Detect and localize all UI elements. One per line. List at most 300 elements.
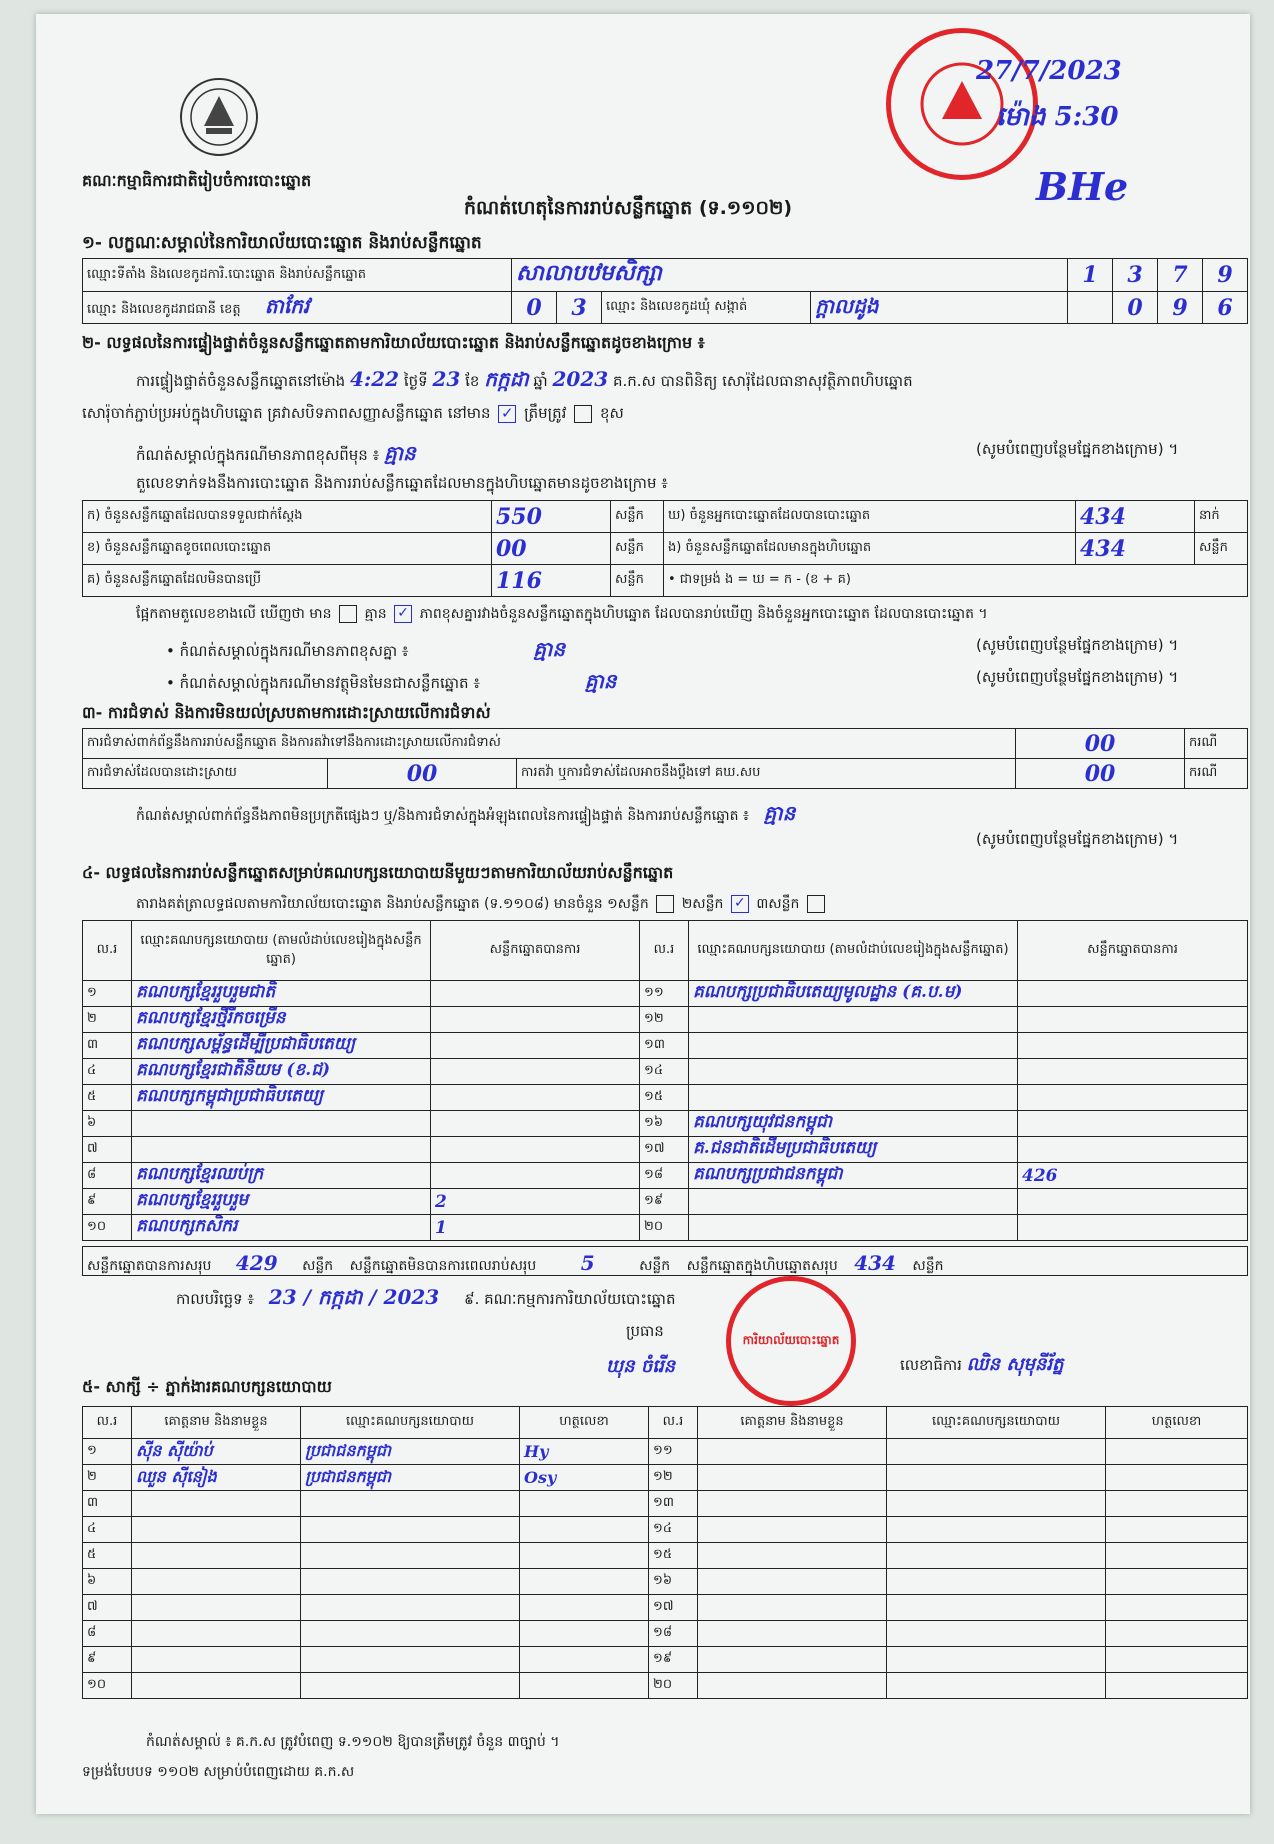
party-name: គណបក្សខ្មែររួបរួមជាតិ [132, 981, 431, 1007]
witness-no: ១៥ [649, 1543, 698, 1569]
witness-signature [520, 1569, 649, 1595]
witness-signature [1106, 1491, 1248, 1517]
witness-party [887, 1569, 1106, 1595]
witness-signature [520, 1491, 649, 1517]
witness-party [887, 1595, 1106, 1621]
witness-party [301, 1621, 520, 1647]
chair-label: ប្រធាន [626, 1322, 664, 1340]
commune-label: ឈ្មោះ និងលេខកូដឃុំ សង្កាត់ [602, 292, 811, 324]
row-no: ៦ [83, 1111, 132, 1137]
witness-no: ១០ [83, 1673, 132, 1699]
row-no: ១៩ [640, 1189, 689, 1215]
party-votes: 426 [1018, 1163, 1248, 1189]
witness-no: ៧ [83, 1595, 132, 1621]
party-name [689, 1059, 1018, 1085]
party-name [689, 1007, 1018, 1033]
party-votes [1018, 1111, 1248, 1137]
witness-name [132, 1595, 301, 1621]
correct-checkbox[interactable]: ✓ [498, 405, 516, 423]
commune-value: ក្ដាលដូង [811, 292, 1068, 324]
witness-name [698, 1621, 887, 1647]
witness-party [301, 1543, 520, 1569]
witness-no: ៩ [83, 1647, 132, 1673]
ballots-in-box-label: ង) ចំនួនសន្លឹកឆ្នោតដែលមានក្នុងហិបឆ្នោត [664, 533, 1076, 565]
difference-note [136, 440, 416, 470]
bullet-discrepancy-value: គ្មាន [533, 637, 566, 661]
footnote: កំណត់សម្គាល់ ៖ គ.ក.ស ត្រូវបំពេញ ទ.១១០២ ឱ្យបានត្រឹមត្រូវ ចំនួន ៣ច្បាប់ ។ [146, 1734, 560, 1750]
witness-signature [1106, 1621, 1248, 1647]
form-sheet [36, 14, 1250, 1814]
table-row [83, 1111, 1248, 1137]
fill-note-2: (សូមបំពេញបន្ថែមផ្នែកខាងក្រោម) ។ [976, 636, 1179, 654]
party-votes: 1 [431, 1215, 640, 1241]
row-no: ៨ [83, 1163, 132, 1189]
witness-signature [520, 1517, 649, 1543]
w-col-no: ល.រ [83, 1407, 132, 1439]
row-no: ១១ [640, 981, 689, 1007]
table-row [83, 1595, 1248, 1621]
w-col-sign: ហត្ថលេខា [520, 1407, 649, 1439]
party-name: គណបក្សខ្មែរថ្មីរីកចម្រើន [132, 1007, 431, 1033]
party-rows [83, 981, 1248, 1241]
witness-name [132, 1647, 301, 1673]
received-label: ក) ចំនួនសន្លឹកឆ្នោតដែលបានទទួលជាក់ស្ដែង [83, 501, 492, 533]
party-votes: 2 [431, 1189, 640, 1215]
table-row [83, 1517, 1248, 1543]
witness-party [301, 1647, 520, 1673]
witness-party [887, 1465, 1106, 1491]
commune-code-digit: 0 [1113, 292, 1158, 324]
party-name: គណបក្សកម្ពុជាប្រជាធិបតេយ្យ [132, 1085, 431, 1111]
witness-name [132, 1569, 301, 1595]
party-name [132, 1111, 431, 1137]
witness-party [301, 1595, 520, 1621]
no-discrepancy-label: គ្មាន [364, 606, 387, 622]
commune-code-blank [1068, 292, 1113, 324]
col-no-2: ល.រ [640, 921, 689, 981]
commune-code-digit: 6 [1203, 292, 1248, 324]
verification-text: ការផ្ទៀងផ្ទាត់ចំនួនសន្លឹកឆ្នោតនៅម៉ោង [136, 372, 346, 390]
row-no: ១៦ [640, 1111, 689, 1137]
witness-signature: Hy [520, 1439, 649, 1465]
witness-name: ឈួន ស៊ីនៀង [132, 1465, 301, 1491]
party-name [689, 1033, 1018, 1059]
witness-signature [1106, 1517, 1248, 1543]
witness-no: ៦ [83, 1569, 132, 1595]
section5-title: ៥- សាក្សី ÷ ភ្នាក់ងារគណបក្សនយោបាយ [82, 1377, 332, 1396]
witness-no: ១១ [649, 1439, 698, 1465]
secretary-line [900, 1352, 1063, 1379]
witness-no: ១៦ [649, 1569, 698, 1595]
fill-note-3: (សូមបំពេញបន្ថែមផ្នែកខាងក្រោម) ។ [976, 668, 1179, 686]
date-line [176, 1284, 675, 1314]
witness-party [301, 1569, 520, 1595]
witness-name [698, 1673, 887, 1699]
office-stamp-text: ការិយាល័យបោះឆ្នោត [742, 1333, 840, 1347]
chair-name: ឃុន ចំរើន [606, 1356, 676, 1377]
witness-rows [83, 1439, 1248, 1699]
witness-no: ៤ [83, 1517, 132, 1543]
party-votes [431, 1163, 640, 1189]
party-votes [431, 1033, 640, 1059]
row-no: ១៧ [640, 1137, 689, 1163]
bullet-foreign [166, 668, 616, 698]
total-box-unit: សន្លឹក [912, 1258, 944, 1274]
witness-table [82, 1406, 1248, 1699]
table-row [83, 1085, 1248, 1111]
witness-party [301, 1673, 520, 1699]
verification-day: 23 [432, 367, 461, 391]
has-discrepancy-checkbox[interactable] [339, 605, 357, 623]
wrong-label: ខុស [599, 404, 624, 422]
party-votes [1018, 1007, 1248, 1033]
verification-text-rest: គ.ក.ស បានពិនិត្យ សោរ៉ុដែលធានាសុវត្ថិភាពហិបឆ្នោត [612, 372, 913, 390]
party-name [689, 1085, 1018, 1111]
stamp-date: 27/7/2023 [976, 56, 1122, 86]
sheet3-label: ៣សន្លឹក [756, 896, 800, 912]
witness-party [887, 1647, 1106, 1673]
discrepancy-line [136, 604, 1246, 625]
spoiled-label: ខ) ចំនួនសន្លឹកឆ្នោតខូចពេលបោះឆ្នោត [83, 533, 492, 565]
witness-name [698, 1543, 887, 1569]
totals-row [82, 1246, 1248, 1276]
resolved-value: 00 [328, 759, 517, 789]
verification-line [136, 366, 1246, 396]
office-location-value: សាលាបឋមសិក្សា [512, 259, 1068, 292]
witness-name [132, 1491, 301, 1517]
witness-signature [520, 1543, 649, 1569]
party-votes [1018, 1215, 1248, 1241]
witness-party [887, 1621, 1106, 1647]
table-row [83, 1491, 1248, 1517]
witness-signature [1106, 1647, 1248, 1673]
resolved-label: ការជំទាស់ដែលបានដោះស្រាយ [83, 759, 328, 789]
witness-signature [520, 1621, 649, 1647]
table-row [83, 1543, 1248, 1569]
voters-value: 434 [1076, 501, 1195, 533]
commune-code-digit: 9 [1158, 292, 1203, 324]
row-no: ៧ [83, 1137, 132, 1163]
row-no: ៥ [83, 1085, 132, 1111]
table-row [83, 981, 1248, 1007]
witness-party [301, 1517, 520, 1543]
total-invalid-label: សន្លឹកឆ្នោតមិនបានការពេលរាប់សរុប [349, 1258, 537, 1274]
witness-name: ស៊ីន ស៊ីយ៉ាប់ [132, 1439, 301, 1465]
row-no: ១៤ [640, 1059, 689, 1085]
fill-note-4: (សូមបំពេញបន្ថែមផ្នែកខាងក្រោម) ។ [976, 830, 1179, 848]
discrepancy-text: ផ្អែកតាមតួលេខខាងលើ ឃើញថា មាន [136, 606, 332, 622]
row-no: ១៣ [640, 1033, 689, 1059]
witness-signature [1106, 1465, 1248, 1491]
bullet-foreign-label: • កំណត់សម្គាល់ក្នុងករណីមានវត្ថុមិនមែនជាសន្លឹកឆ្នោត ៖ [166, 674, 480, 692]
party-name: គណបក្សខ្មែររួបរួម [132, 1189, 431, 1215]
irregularity-note [136, 800, 795, 830]
witness-signature [1106, 1673, 1248, 1699]
witness-no: ១៨ [649, 1621, 698, 1647]
irregularity-note-label: កំណត់សម្គាល់ពាក់ព័ន្ធនឹងភាពមិនប្រក្រតីផ្សេងៗ ឬ/និងការជំទាស់ក្នុងអំឡុងពេលនៃការផ្ទៀងផ្ទាត់ និងការរាប់សន្លឹកឆ្នោត ៖ [136, 808, 750, 824]
office-code-digit: 7 [1158, 259, 1203, 292]
discrepancy-description: ភាពខុសគ្នារវាងចំនួនសន្លឹកឆ្នោតក្នុងហិបឆ្នោត ដែលបានរាប់ឃើញ និងចំនួនអ្នកបោះឆ្នោត ដែលបានបោះឆ្នោត ។ [419, 606, 988, 622]
sheet1-checkbox[interactable] [656, 895, 674, 913]
committee-name: គណៈកម្មាធិការជាតិរៀបចំការបោះឆ្នោត [82, 171, 312, 190]
office-code-digit: 9 [1203, 259, 1248, 292]
unused-value: 116 [492, 565, 611, 597]
received-value: 550 [492, 501, 611, 533]
complaints-label: ការជំទាស់ពាក់ព័ន្ធនឹងការរាប់សន្លឹកឆ្នោត និងការតវ៉ាទៅនឹងការដោះស្រាយលើការជំទាស់ [83, 729, 1016, 759]
party-votes [431, 1007, 640, 1033]
party-name [689, 1189, 1018, 1215]
bullet-discrepancy [166, 636, 565, 666]
party-votes [1018, 1085, 1248, 1111]
secretary-label: លេខាធិការ [900, 1356, 962, 1374]
party-votes [1018, 1059, 1248, 1085]
witness-name [132, 1517, 301, 1543]
witness-no: ២ [83, 1465, 132, 1491]
office-code-digit: 3 [1113, 259, 1158, 292]
row-no: ២ [83, 1007, 132, 1033]
total-valid-label: សន្លឹកឆ្នោតបានការសរុប [87, 1258, 212, 1274]
sheet-count-line [136, 894, 828, 915]
total-box-label: សន្លឹកឆ្នោតក្នុងហិបឆ្នោតសរុប [686, 1258, 838, 1274]
witness-signature [1106, 1543, 1248, 1569]
w-col-name: គោត្តនាម និងនាមខ្លួន [132, 1407, 301, 1439]
witness-signature [520, 1647, 649, 1673]
seal-line [82, 404, 624, 426]
witness-name [698, 1439, 887, 1465]
party-name: គណបក្សកសិករ [132, 1215, 431, 1241]
witness-signature [1106, 1595, 1248, 1621]
office-code-digit: 1 [1068, 259, 1113, 292]
table-row [83, 1465, 1248, 1491]
witness-no: ១៣ [649, 1491, 698, 1517]
office-location-label: ឈ្មោះទីតាំង និងលេខកូដការិ.បោះឆ្នោត និងរាប់សន្លឹកឆ្នោត [83, 259, 512, 292]
voters-label: ឃ) ចំនួនអ្នកបោះឆ្នោតដែលបានបោះឆ្នោត [664, 501, 1076, 533]
row-no: ១២ [640, 1007, 689, 1033]
seal-text: សោរ៉ុចាក់ភ្ជាប់ប្រអប់ក្នុងហិបឆ្នោត គ្រវាសបិទភាពសញ្ញាសន្លឹកឆ្នោត នៅមាន [82, 404, 491, 422]
table-row [83, 1439, 1248, 1465]
witness-name [132, 1543, 301, 1569]
total-box-value: 434 [854, 1251, 896, 1275]
witness-signature [520, 1673, 649, 1699]
witness-name [698, 1569, 887, 1595]
total-invalid-unit: សន្លឹក [639, 1258, 671, 1274]
party-name: គណបក្សយុវជនកម្ពុជា [689, 1111, 1018, 1137]
difference-note-label: កំណត់សម្គាល់ក្នុងករណីមានភាពខុសពីមុន ៖ [136, 446, 380, 464]
witness-party [887, 1439, 1106, 1465]
section4-title: ៤- លទ្ធផលនៃការរាប់សន្លឹកឆ្នោតសម្រាប់គណបក្សនយោបាយនីមួយៗតាមការិយាល័យរាប់សន្លឹកឆ្នោត [82, 863, 674, 882]
witness-party [887, 1543, 1106, 1569]
party-name: គ.ជនជាតិដើមប្រជាធិបតេយ្យ [689, 1137, 1018, 1163]
witness-party [887, 1517, 1106, 1543]
total-valid-value: 429 [235, 1251, 278, 1275]
ballots-in-box-value: 434 [1076, 533, 1195, 565]
party-votes [431, 1059, 640, 1085]
witness-no: ៣ [83, 1491, 132, 1517]
spoiled-value: 00 [492, 533, 611, 565]
party-votes [431, 1137, 640, 1163]
witness-no: ២០ [649, 1673, 698, 1699]
month-label: ខែ [465, 372, 480, 390]
party-votes [1018, 1189, 1248, 1215]
date-value: 23 / កក្កដា / 2023 [268, 1285, 440, 1309]
secretary-name: ឈិន សុមុនីរ័ត្ន [966, 1354, 1064, 1375]
table-row [83, 1137, 1248, 1163]
voters-unit: នាក់ [1195, 501, 1248, 533]
wrong-checkbox[interactable] [574, 405, 592, 423]
w-col-party-2: ឈ្មោះគណបក្សនយោបាយ [887, 1407, 1106, 1439]
w-col-party: ឈ្មោះគណបក្សនយោបាយ [301, 1407, 520, 1439]
witness-name [698, 1647, 887, 1673]
party-name [689, 1215, 1018, 1241]
party-results-table [82, 920, 1248, 1241]
witness-name [698, 1595, 887, 1621]
verification-time: 4:22 [349, 367, 400, 391]
year-label: ឆ្នាំ [533, 372, 548, 390]
witness-party: ប្រជាជនកម្ពុជា [301, 1465, 520, 1491]
verification-year: 2023 [552, 367, 609, 391]
witness-name [132, 1621, 301, 1647]
table-row [83, 1647, 1248, 1673]
spoiled-unit: សន្លឹក [611, 533, 664, 565]
witness-signature [1106, 1439, 1248, 1465]
formula: • ជាទម្រង់ ង = ឃ = ក - (ខ + គ) [664, 565, 1248, 597]
row-no: ១ [83, 981, 132, 1007]
irregularity-note-value: គ្មាន [763, 801, 796, 825]
province-code-digit: 3 [557, 292, 602, 324]
party-name: គណបក្សប្រជាជនកម្ពុជា [689, 1163, 1018, 1189]
witness-name [698, 1517, 887, 1543]
table-row [83, 1569, 1248, 1595]
bullet-discrepancy-label: • កំណត់សម្គាល់ក្នុងករណីមានភាពខុសគ្នា ៖ [166, 642, 409, 660]
witness-no: ១២ [649, 1465, 698, 1491]
received-unit: សន្លឹក [611, 501, 664, 533]
party-votes [1018, 1137, 1248, 1163]
province-value: តាកែវ [264, 293, 310, 318]
w-col-sign-2: ហត្ថលេខា [1106, 1407, 1248, 1439]
party-name: គណបក្សខ្មែរឈប់ក្រ [132, 1163, 431, 1189]
witness-no: ១៤ [649, 1517, 698, 1543]
province-code-digit: 0 [512, 292, 557, 324]
party-name: គណបក្សសម្ព័ន្ធដើម្បីប្រជាធិបតេយ្យ [132, 1033, 431, 1059]
witness-party [887, 1491, 1106, 1517]
witness-name [698, 1491, 887, 1517]
section1-title: ១- លក្ខណៈសម្គាល់នៃការិយាល័យបោះឆ្នោត និងរាប់សន្លឹកឆ្នោត [82, 233, 482, 253]
party-name: គណបក្សប្រជាធិបតេយ្យមូលដ្ឋាន (គ.ប.ម) [689, 981, 1018, 1007]
row-no: ៤ [83, 1059, 132, 1085]
party-votes [1018, 1033, 1248, 1059]
col-votes-2: សន្លឹកឆ្នោតបានការ [1018, 921, 1248, 981]
form-reference: ទម្រង់បែបបទ ១១០២ សម្រាប់បំពេញដោយ គ.ក.ស [82, 1764, 355, 1780]
province-label [83, 292, 512, 324]
witness-party [301, 1491, 520, 1517]
appeal-value: 00 [1016, 759, 1185, 789]
stamp-time: ម៉ោង 5:30 [996, 102, 1119, 132]
row-no: ១៥ [640, 1085, 689, 1111]
appeal-unit: ករណី [1185, 759, 1248, 789]
row-no: ១០ [83, 1215, 132, 1241]
unused-label: គ) ចំនួនសន្លឹកឆ្នោតដែលមិនបានប្រើ [83, 565, 492, 597]
date-label: កាលបរិច្ឆេទ ៖ [176, 1290, 255, 1308]
w-col-name-2: គោត្តនាម និងនាមខ្លួន [698, 1407, 887, 1439]
table-row [83, 1059, 1248, 1085]
correct-label: ត្រឹមត្រូវ [524, 404, 567, 422]
total-valid-unit: សន្លឹក [302, 1258, 334, 1274]
sheet2-label: ២សន្លឹក [681, 896, 724, 912]
office-stamp [726, 1276, 856, 1406]
table-row [83, 1033, 1248, 1059]
difference-note-value: គ្មាន [383, 441, 416, 465]
sheet-count-text: តារាងគត់ត្រាលទ្ធផលតាមការិយាល័យបោះឆ្នោត និងរាប់សន្លឹកឆ្នោត (ទ.១១០៨) មានចំនួន ១សន្លឹក [136, 896, 649, 912]
no-discrepancy-checkbox[interactable]: ✓ [394, 605, 412, 623]
party-votes [431, 1111, 640, 1137]
verification-month: កក្កដា [484, 367, 529, 391]
row-no: ៩ [83, 1189, 132, 1215]
witness-no: ១ [83, 1439, 132, 1465]
table-row [83, 1163, 1248, 1189]
table-row [83, 1215, 1248, 1241]
col-party: ឈ្មោះគណបក្សនយោបាយ (តាមលំដាប់លេខរៀងក្នុងសន្លឹកឆ្នោត) [132, 921, 431, 981]
witness-name [698, 1465, 887, 1491]
ballot-count-table [82, 500, 1248, 597]
form-title: កំណត់ហេតុនៃការរាប់សន្លឹកឆ្នោត (ទ.១១០២) [464, 197, 793, 219]
witness-no: ១៧ [649, 1595, 698, 1621]
total-invalid-value: 5 [580, 1251, 595, 1275]
unused-unit: សន្លឹក [611, 565, 664, 597]
witness-party: ប្រជាជនកម្ពុជា [301, 1439, 520, 1465]
complaints-table [82, 728, 1248, 789]
section3-title: ៣- ការជំទាស់ និងការមិនយល់ស្របតាមការដោះស្រាយលើការជំទាស់ [82, 703, 491, 722]
witness-signature: Osy [520, 1465, 649, 1491]
section1-table [82, 258, 1248, 324]
day-label: ថ្ងៃទី [403, 372, 428, 390]
witness-no: ៨ [83, 1621, 132, 1647]
party-name: គណបក្សខ្មែរជាតិនិយម (ខ.ជ) [132, 1059, 431, 1085]
table-row [83, 1007, 1248, 1033]
col-party-2: ឈ្មោះគណបក្សនយោបាយ (តាមលំដាប់លេខរៀងក្នុងសន្លឹកឆ្នោត) [689, 921, 1018, 981]
row-no: ១៨ [640, 1163, 689, 1189]
receiver-signature: BHe [1036, 164, 1129, 209]
witness-no: ១៩ [649, 1647, 698, 1673]
section2-title: ២- លទ្ធផលនៃការផ្ទៀងផ្ទាត់ចំនួនសន្លឹកឆ្នោតតាមការិយាល័យបោះឆ្នោត និងរាប់សន្លឹកឆ្នោតដូចខាងក្រោម ៖ [82, 333, 705, 352]
party-votes [1018, 981, 1248, 1007]
table-row [83, 1673, 1248, 1699]
sheet2-checkbox[interactable]: ✓ [731, 895, 749, 913]
witness-name [132, 1673, 301, 1699]
complaints-value: 00 [1016, 729, 1185, 759]
appeal-label: ការតវ៉ា ឬការជំទាស់ដែលអាចនឹងប្ដឹងទៅ គឃ.សប [517, 759, 1016, 789]
party-name [132, 1137, 431, 1163]
row-no: ២០ [640, 1215, 689, 1241]
party-votes [431, 1085, 640, 1111]
province-label-text: ឈ្មោះ និងលេខកូដរាជធានី ខេត្ត [87, 301, 241, 317]
sheet3-checkbox[interactable] [807, 895, 825, 913]
witness-no: ៥ [83, 1543, 132, 1569]
numbers-intro: តួលេខទាក់ទងនឹងការបោះឆ្នោត និងការរាប់សន្លឹកឆ្នោតដែលមានក្នុងហិបឆ្នោតមានដូចខាងក្រោម ៖ [136, 474, 668, 492]
fill-note: (សូមបំពេញបន្ថែមផ្នែកខាងក្រោម) ។ [976, 440, 1179, 458]
table-row [83, 1189, 1248, 1215]
ballots-in-box-unit: សន្លឹក [1195, 533, 1248, 565]
party-votes [431, 981, 640, 1007]
table-row [83, 1621, 1248, 1647]
witness-signature [1106, 1569, 1248, 1595]
office-committee-label: ៩. គណៈកម្មការការិយាល័យបោះឆ្នោត [463, 1290, 676, 1308]
complaints-unit: ករណី [1185, 729, 1248, 759]
bullet-foreign-value: គ្មាន [584, 669, 617, 693]
w-col-no-2: ល.រ [649, 1407, 698, 1439]
witness-signature [520, 1595, 649, 1621]
nec-emblem-icon [176, 74, 262, 160]
row-no: ៣ [83, 1033, 132, 1059]
